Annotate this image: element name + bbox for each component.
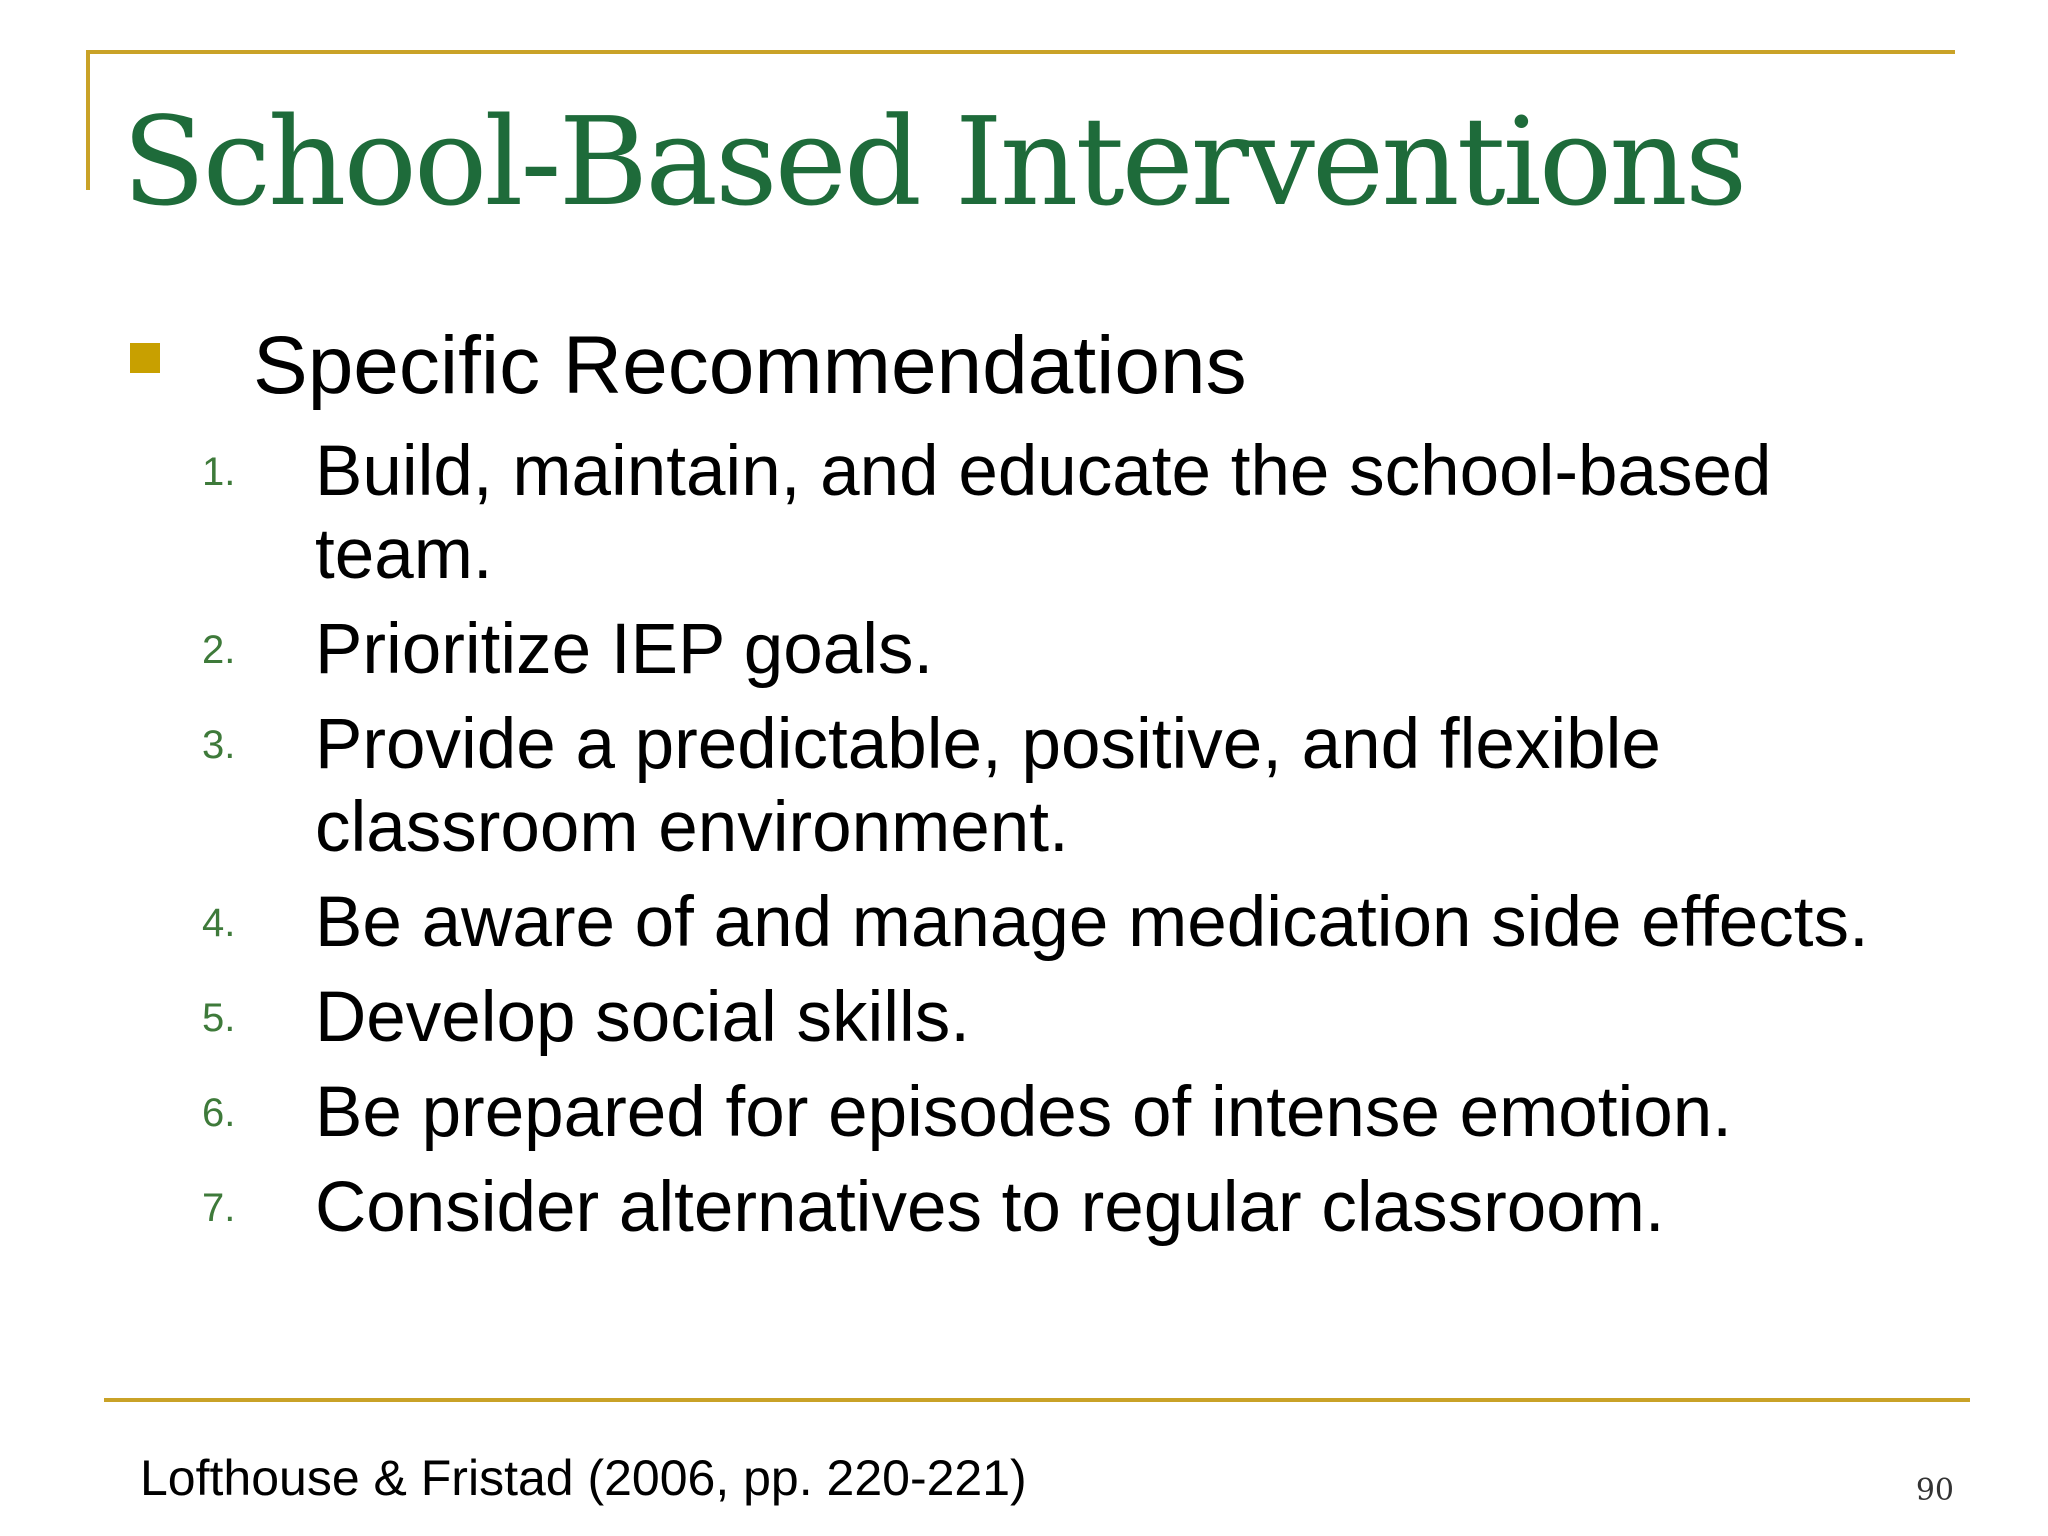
item-number: 3. (202, 723, 236, 767)
item-text: Develop social skills. (315, 978, 971, 1057)
item-text: Be aware of and manage medication side effects. (315, 883, 1869, 962)
list-item (0, 881, 2048, 964)
bottom-rule (104, 1398, 1970, 1402)
item-number: 5. (202, 996, 236, 1040)
slide-title: School-Based Interventions (122, 91, 1745, 233)
list-item (0, 430, 2048, 596)
list-item (0, 1166, 2048, 1249)
list-item (0, 976, 2048, 1059)
item-number: 6. (202, 1091, 236, 1135)
item-text: Prioritize IEP goals. (315, 610, 934, 689)
item-text: Be prepared for episodes of intense emotion. (315, 1073, 1732, 1152)
item-number: 1. (202, 450, 236, 494)
list-item (0, 1071, 2048, 1154)
square-bullet-icon (130, 343, 160, 373)
item-text: Consider alternatives to regular classroom. (315, 1168, 1665, 1247)
section-heading: Specific Recommendations (253, 320, 1247, 411)
left-rule (86, 50, 90, 190)
item-text: Provide a predictable, positive, and flexible classroom environment. (315, 705, 1661, 867)
item-number: 2. (202, 628, 236, 672)
list-item (0, 608, 2048, 691)
page-number: 90 (1915, 1473, 1954, 1508)
item-number: 7. (202, 1186, 236, 1230)
citation: Lofthouse & Fristad (2006, pp. 220-221) (140, 1450, 1027, 1506)
item-number: 4. (202, 901, 236, 945)
list-item (0, 703, 2048, 869)
recommendations-list (0, 430, 2048, 1261)
top-rule (86, 50, 1955, 54)
item-text: Build, maintain, and educate the school-based team. (315, 432, 1772, 594)
